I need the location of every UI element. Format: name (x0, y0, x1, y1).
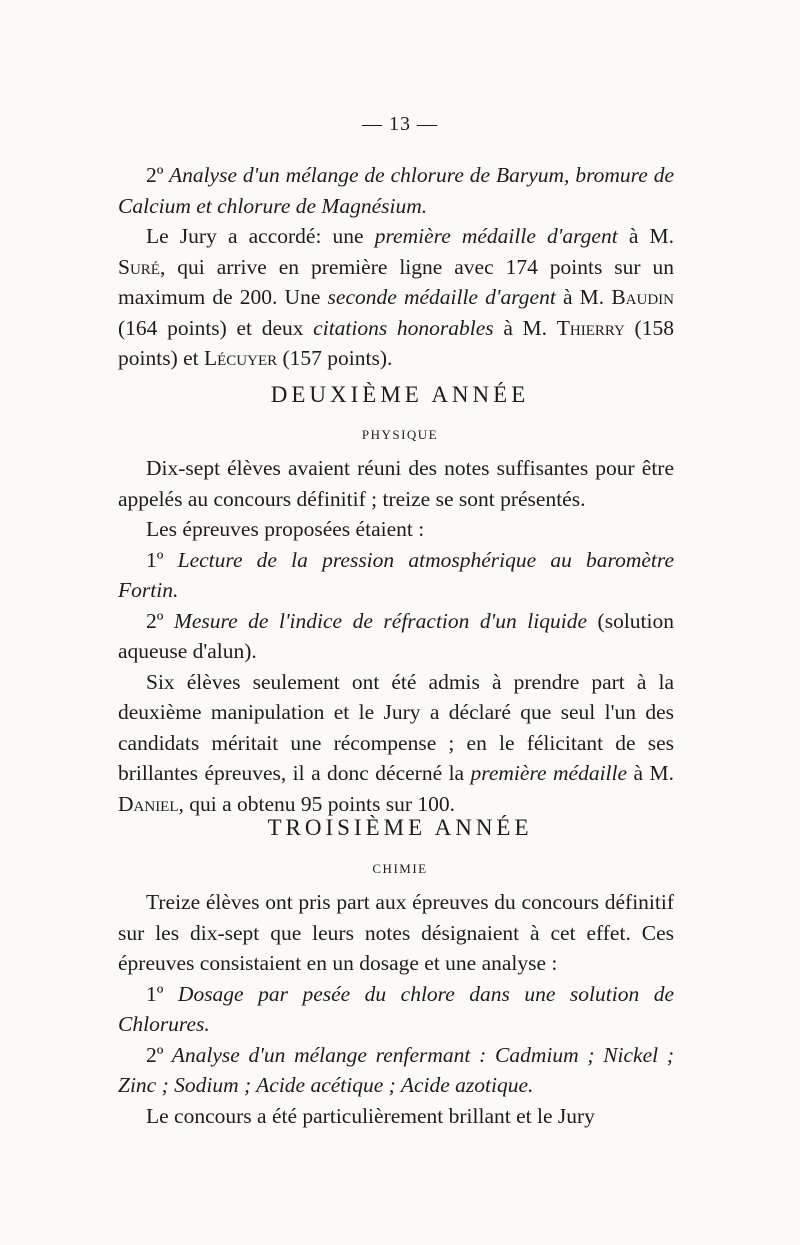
laureate-name: Suré (118, 254, 160, 279)
paragraph-candidates: Dix-sept élèves avaient réuni des notes suffisantes pour être appelés au concours définitif ; treize se sont présentés. (118, 456, 674, 511)
section-subheading-chimie: CHIMIE (372, 861, 428, 876)
paragraph-jury-awards-1: Le Jury a accordé: une première médaille d'argent à M. Suré, qui arrive en première ligne avec 174 points sur un maximum de 200. Une seconde médaille d'argent à M. Baudin (164 points) et deux citations honorables à M. Thierry (158 points) et Lécuyer (157 points). (118, 224, 674, 370)
award-name: citations honorables (313, 315, 494, 340)
paragraph-epreuve-analyse: 2º Analyse d'un mélange renfermant : Cadmium ; Nickel ; Zinc ; Sodium ; Acide acétique ; Acide azotique. (118, 1042, 674, 1097)
paragraph-concours-brillant: Le concours a été particulièrement brillant et le Jury (146, 1103, 595, 1128)
ordinal: 1º (146, 981, 164, 1006)
ordinal: 2º (146, 608, 164, 633)
paragraph-epreuve-2: 2º Mesure de l'indice de réfraction d'un liquide (solution aqueuse d'alun). (118, 608, 675, 663)
laureate-name: Daniel (118, 791, 179, 816)
paragraph-analyse-premiere-annee (118, 160, 674, 221)
ordinal: 2º (146, 1042, 164, 1067)
section-1-text (118, 160, 674, 374)
laureate-name: Baudin (611, 285, 674, 309)
section-3-text (118, 887, 674, 1131)
laureate-name: Lécuyer (204, 346, 278, 370)
section-2-text (118, 453, 674, 819)
analysis-title: Analyse d'un mélange de chlorure de Baryum, bromure de Calcium et chlorure de Magnésium. (118, 163, 674, 218)
paragraph-epreuve-dosage: 1º Dosage par pesée du chlore dans une solution de Chlorures. (118, 981, 674, 1036)
section-subheading-physique: PHYSIQUE (361, 427, 439, 442)
paragraph-jury-awards-2: Six élèves seulement ont été admis à prendre part à la deuxième manipulation et le Jury a déclaré que seul l'un des candidats méritait une récompense ; en le félicitant de ses brillantes épreuves, il a donc décerné la première médaille à M. Daniel, qui a obtenu 95 points sur 100. (118, 669, 674, 816)
paragraph-participants: Treize élèves ont pris part aux épreuves du concours définitif sur les dix-sept que leurs notes désignaient à cet effet. Ces épreuves consistaient en un dosage et une analyse : (118, 890, 674, 975)
section-heading-deuxieme-annee: DEUXIÈME ANNÉE (270, 382, 530, 407)
ordinal: 2º (146, 163, 164, 187)
award-name: première médaille d'argent (374, 224, 618, 248)
laureate-name: Thierry (556, 315, 625, 340)
paragraph-epreuves-intro: Les épreuves proposées étaient : (146, 517, 425, 541)
paragraph-epreuve-1: 1º Lecture de la pression atmosphérique au baromètre Fortin. (118, 547, 674, 602)
ordinal: 1º (146, 547, 164, 572)
page-number: — 13 — (362, 113, 438, 135)
award-name: seconde médaille d'argent (327, 285, 556, 309)
section-heading-troisieme-annee: TROISIÈME ANNÉE (267, 815, 533, 840)
award-name: première médaille (470, 761, 628, 785)
